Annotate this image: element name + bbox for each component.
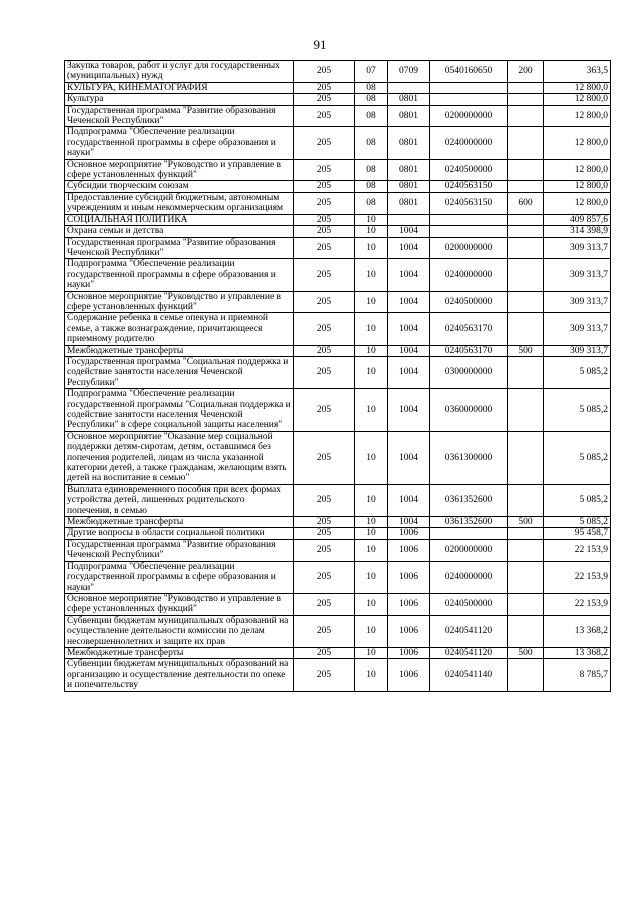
amount-cell: 12 800,0 (544, 192, 611, 214)
subsection-code-cell: 1004 (388, 431, 430, 484)
row-name-cell: Выплата единовременного пособия при всех формах устройства детей, лишенных родительского попечения, в семью (65, 484, 294, 516)
subsection-code-cell: 1006 (388, 561, 430, 593)
table-row (65, 159, 611, 181)
ved-code-cell: 205 (294, 593, 355, 615)
subsection-code-cell: 0801 (388, 159, 430, 181)
table-row (65, 431, 611, 484)
subsection-code-cell: 0801 (388, 94, 430, 105)
amount-cell: 12 800,0 (544, 94, 611, 105)
target-item-cell: 0240563150 (430, 192, 508, 214)
row-name-cell: Субвенции бюджетам муниципальных образований на осуществление деятельности комиссии по делам несовершеннолетних и защите их прав (65, 615, 294, 647)
subsection-code-cell: 1006 (388, 593, 430, 615)
row-name-cell: Содержание ребенка в семье опекуна и приемной семье, а также вознаграждение, причитающееся приемному родителю (65, 313, 294, 345)
row-name-cell: Охрана семьи и детства (65, 226, 294, 237)
table-row (65, 356, 611, 388)
ved-code-cell: 205 (294, 659, 355, 691)
expense-type-cell (508, 82, 544, 93)
subsection-code-cell: 1006 (388, 615, 430, 647)
target-item-cell: 0240563170 (430, 345, 508, 356)
section-code-cell: 08 (355, 159, 388, 181)
ved-code-cell: 205 (294, 561, 355, 593)
subsection-code-cell: 1006 (388, 539, 430, 561)
row-name-cell: Межбюджетные трансферты (65, 345, 294, 356)
row-name-cell: Основное мероприятие "Руководство и управление в сфере установленных функций" (65, 159, 294, 181)
expense-type-cell (508, 528, 544, 539)
target-item-cell: 0200000000 (430, 539, 508, 561)
row-name-cell: Подпрограмма "Обеспечение реализации государственной программы "Социальная поддержка и содействие занятости населения Чеченской Республики" в сфере социальной защиты населения" (65, 389, 294, 432)
row-name-cell: Межбюджетные трансферты (65, 517, 294, 528)
subsection-code-cell: 1004 (388, 389, 430, 432)
target-item-cell (430, 82, 508, 93)
target-item-cell: 0240563150 (430, 181, 508, 192)
table-row (65, 105, 611, 127)
section-code-cell: 08 (355, 105, 388, 127)
ved-code-cell: 205 (294, 94, 355, 105)
section-code-cell: 10 (355, 259, 388, 291)
ved-code-cell: 205 (294, 431, 355, 484)
row-name-cell: Основное мероприятие "Руководство и управление в сфере установленных функций" (65, 291, 294, 313)
table-row (65, 539, 611, 561)
row-name-cell: Предоставление субсидий бюджетным, автономным учреждениям и иным некоммерческим организациям (65, 192, 294, 214)
expense-type-cell (508, 214, 544, 225)
subsection-code-cell: 1004 (388, 356, 430, 388)
subsection-code-cell: 1004 (388, 226, 430, 237)
row-name-cell: Государственная программа "Развитие образования Чеченской Республики" (65, 539, 294, 561)
table-row (65, 214, 611, 225)
ved-code-cell: 205 (294, 615, 355, 647)
expense-type-cell (508, 181, 544, 192)
row-name-cell: Межбюджетные трансферты (65, 647, 294, 658)
expense-type-cell: 500 (508, 647, 544, 658)
expense-type-cell: 600 (508, 192, 544, 214)
table-row (65, 192, 611, 214)
ved-code-cell: 205 (294, 82, 355, 93)
expense-type-cell (508, 159, 544, 181)
table-row (65, 127, 611, 159)
row-name-cell: Основное мероприятие "Руководство и управление в сфере установленных функций" (65, 593, 294, 615)
ved-code-cell: 205 (294, 528, 355, 539)
table-row (65, 647, 611, 658)
target-item-cell (430, 226, 508, 237)
subsection-code-cell: 1004 (388, 237, 430, 259)
table-row (65, 313, 611, 345)
ved-code-cell: 205 (294, 517, 355, 528)
ved-code-cell: 205 (294, 291, 355, 313)
ved-code-cell: 205 (294, 214, 355, 225)
row-name-cell: Подпрограмма "Обеспечение реализации государственной программы в сфере образования и науки" (65, 259, 294, 291)
section-code-cell: 08 (355, 127, 388, 159)
ved-code-cell: 205 (294, 61, 355, 83)
subsection-code-cell (388, 82, 430, 93)
expense-type-cell (508, 659, 544, 691)
budget-table (64, 60, 611, 692)
ved-code-cell: 205 (294, 127, 355, 159)
target-item-cell: 0200000000 (430, 105, 508, 127)
row-name-cell: Культура (65, 94, 294, 105)
section-code-cell: 10 (355, 356, 388, 388)
table-row (65, 517, 611, 528)
amount-cell: 409 857,6 (544, 214, 611, 225)
amount-cell: 12 800,0 (544, 82, 611, 93)
section-code-cell: 07 (355, 61, 388, 83)
section-code-cell: 10 (355, 539, 388, 561)
subsection-code-cell: 1004 (388, 313, 430, 345)
ved-code-cell: 205 (294, 539, 355, 561)
subsection-code-cell: 1004 (388, 291, 430, 313)
expense-type-cell (508, 356, 544, 388)
target-item-cell: 0361352600 (430, 484, 508, 516)
section-code-cell: 08 (355, 82, 388, 93)
amount-cell: 5 085,2 (544, 431, 611, 484)
subsection-code-cell: 1004 (388, 484, 430, 516)
section-code-cell: 10 (355, 389, 388, 432)
amount-cell: 314 398,9 (544, 226, 611, 237)
row-name-cell: Подпрограмма "Обеспечение реализации государственной программы в сфере образования и науки" (65, 127, 294, 159)
row-name-cell: Государственная программа "Развитие образования Чеченской Республики" (65, 237, 294, 259)
table-row (65, 615, 611, 647)
amount-cell: 5 085,2 (544, 484, 611, 516)
target-item-cell: 0300000000 (430, 356, 508, 388)
table-row (65, 82, 611, 93)
section-code-cell: 10 (355, 345, 388, 356)
section-code-cell: 10 (355, 214, 388, 225)
table-row (65, 237, 611, 259)
ved-code-cell: 205 (294, 389, 355, 432)
row-name-cell: Государственная программа "Развитие образования Чеченской Республики" (65, 105, 294, 127)
ved-code-cell: 205 (294, 237, 355, 259)
section-code-cell: 10 (355, 313, 388, 345)
amount-cell: 95 458,7 (544, 528, 611, 539)
amount-cell: 363,5 (544, 61, 611, 83)
section-code-cell: 10 (355, 528, 388, 539)
expense-type-cell (508, 389, 544, 432)
subsection-code-cell: 1006 (388, 659, 430, 691)
expense-type-cell (508, 127, 544, 159)
target-item-cell: 0240500000 (430, 593, 508, 615)
section-code-cell: 10 (355, 237, 388, 259)
row-name-cell: Субвенции бюджетам муниципальных образований на организацию и осуществление деятельности по опеке и попечительству (65, 659, 294, 691)
target-item-cell: 0240000000 (430, 259, 508, 291)
section-code-cell: 08 (355, 181, 388, 192)
subsection-code-cell: 1006 (388, 647, 430, 658)
table-row (65, 345, 611, 356)
table-body (65, 61, 611, 692)
row-name-cell: Другие вопросы в области социальной политики (65, 528, 294, 539)
subsection-code-cell: 1004 (388, 345, 430, 356)
section-code-cell: 10 (355, 484, 388, 516)
expense-type-cell (508, 593, 544, 615)
table-row (65, 259, 611, 291)
expense-type-cell (508, 226, 544, 237)
row-name-cell: Субсидии творческим союзам (65, 181, 294, 192)
amount-cell: 12 800,0 (544, 181, 611, 192)
section-code-cell: 10 (355, 291, 388, 313)
expense-type-cell (508, 615, 544, 647)
subsection-code-cell: 0801 (388, 192, 430, 214)
expense-type-cell (508, 431, 544, 484)
target-item-cell: 0540160650 (430, 61, 508, 83)
table-row (65, 61, 611, 83)
expense-type-cell: 200 (508, 61, 544, 83)
expense-type-cell (508, 259, 544, 291)
target-item-cell: 0240541120 (430, 615, 508, 647)
amount-cell: 309 313,7 (544, 291, 611, 313)
target-item-cell: 0361300000 (430, 431, 508, 484)
section-code-cell: 10 (355, 593, 388, 615)
amount-cell: 5 085,2 (544, 356, 611, 388)
subsection-code-cell: 0801 (388, 181, 430, 192)
ved-code-cell: 205 (294, 313, 355, 345)
subsection-code-cell: 0801 (388, 127, 430, 159)
row-name-cell: Основное мероприятие "Оказание мер социальной поддержки детям-сиротам, детям, оставшимся без попечения родителей, лицам из числа указанной категории детей, а также гражданам, желающим взять детей на воспитание в семью" (65, 431, 294, 484)
amount-cell: 5 085,2 (544, 517, 611, 528)
target-item-cell: 0240000000 (430, 127, 508, 159)
amount-cell: 13 368,2 (544, 615, 611, 647)
section-code-cell: 08 (355, 94, 388, 105)
section-code-cell: 10 (355, 226, 388, 237)
target-item-cell: 0240000000 (430, 561, 508, 593)
amount-cell: 12 800,0 (544, 105, 611, 127)
table-row (65, 484, 611, 516)
ved-code-cell: 205 (294, 226, 355, 237)
table-row (65, 389, 611, 432)
ved-code-cell: 205 (294, 345, 355, 356)
target-item-cell (430, 528, 508, 539)
subsection-code-cell: 1006 (388, 528, 430, 539)
amount-cell: 22 153,9 (544, 593, 611, 615)
expense-type-cell (508, 313, 544, 345)
amount-cell: 8 785,7 (544, 659, 611, 691)
subsection-code-cell: 1004 (388, 517, 430, 528)
target-item-cell: 0240500000 (430, 291, 508, 313)
section-code-cell: 10 (355, 431, 388, 484)
page-number: 91 (313, 37, 327, 52)
section-code-cell: 10 (355, 659, 388, 691)
table-row (65, 291, 611, 313)
amount-cell: 5 085,2 (544, 389, 611, 432)
subsection-code-cell: 1004 (388, 259, 430, 291)
subsection-code-cell (388, 214, 430, 225)
table-row (65, 659, 611, 691)
table-row (65, 561, 611, 593)
row-name-cell: КУЛЬТУРА, КИНЕМАТОГРАФИЯ (65, 82, 294, 93)
amount-cell: 12 800,0 (544, 127, 611, 159)
target-item-cell: 0200000000 (430, 237, 508, 259)
expense-type-cell (508, 291, 544, 313)
amount-cell: 309 313,7 (544, 237, 611, 259)
target-item-cell: 0240541140 (430, 659, 508, 691)
target-item-cell: 0360000000 (430, 389, 508, 432)
table-row (65, 226, 611, 237)
expense-type-cell: 500 (508, 345, 544, 356)
target-item-cell: 0240563170 (430, 313, 508, 345)
expense-type-cell: 500 (508, 517, 544, 528)
target-item-cell: 0361352600 (430, 517, 508, 528)
target-item-cell (430, 214, 508, 225)
target-item-cell (430, 94, 508, 105)
row-name-cell: Подпрограмма "Обеспечение реализации государственной программы в сфере образования и науки" (65, 561, 294, 593)
ved-code-cell: 205 (294, 484, 355, 516)
ved-code-cell: 205 (294, 356, 355, 388)
row-name-cell: Государственная программа "Социальная поддержка и содействие занятости населения Чеченской Республики" (65, 356, 294, 388)
subsection-code-cell: 0801 (388, 105, 430, 127)
ved-code-cell: 205 (294, 259, 355, 291)
table-row (65, 181, 611, 192)
subsection-code-cell: 0709 (388, 61, 430, 83)
expense-type-cell (508, 484, 544, 516)
section-code-cell: 10 (355, 517, 388, 528)
amount-cell: 22 153,9 (544, 539, 611, 561)
expense-type-cell (508, 539, 544, 561)
table-row (65, 94, 611, 105)
section-code-cell: 10 (355, 561, 388, 593)
amount-cell: 13 368,2 (544, 647, 611, 658)
amount-cell: 12 800,0 (544, 159, 611, 181)
table-row (65, 593, 611, 615)
section-code-cell: 08 (355, 192, 388, 214)
row-name-cell: СОЦИАЛЬНАЯ ПОЛИТИКА (65, 214, 294, 225)
ved-code-cell: 205 (294, 192, 355, 214)
table-row (65, 528, 611, 539)
target-item-cell: 0240500000 (430, 159, 508, 181)
ved-code-cell: 205 (294, 647, 355, 658)
target-item-cell: 0240541120 (430, 647, 508, 658)
ved-code-cell: 205 (294, 181, 355, 192)
expense-type-cell (508, 561, 544, 593)
section-code-cell: 10 (355, 615, 388, 647)
amount-cell: 309 313,7 (544, 259, 611, 291)
ved-code-cell: 205 (294, 105, 355, 127)
expense-type-cell (508, 94, 544, 105)
row-name-cell: Закупка товаров, работ и услуг для государственных (муниципальных) нужд (65, 61, 294, 83)
amount-cell: 309 313,7 (544, 345, 611, 356)
expense-type-cell (508, 105, 544, 127)
expense-type-cell (508, 237, 544, 259)
section-code-cell: 10 (355, 647, 388, 658)
ved-code-cell: 205 (294, 159, 355, 181)
amount-cell: 22 153,9 (544, 561, 611, 593)
amount-cell: 309 313,7 (544, 313, 611, 345)
